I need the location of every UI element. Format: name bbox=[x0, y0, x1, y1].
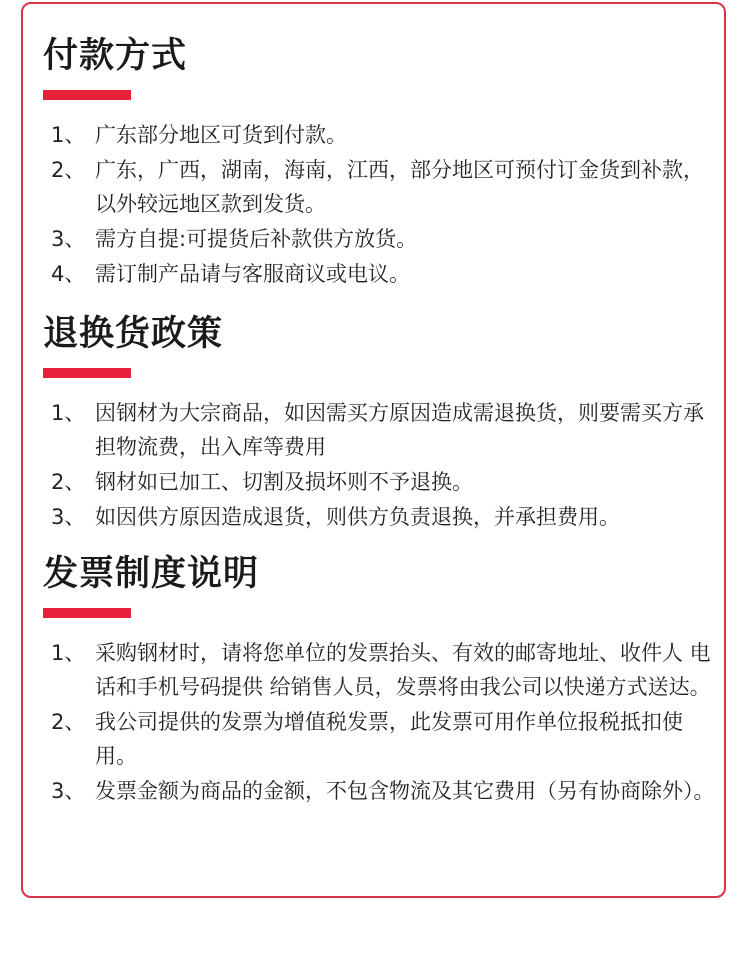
list-item bbox=[43, 500, 723, 534]
item-text: 钢材如已加工、切割及损坏则不予退换。 bbox=[95, 470, 473, 494]
payment-title-underline bbox=[43, 90, 131, 100]
payment-list bbox=[43, 118, 723, 291]
list-item bbox=[43, 153, 723, 221]
return-title-underline bbox=[43, 368, 131, 378]
item-text: 我公司提供的发票为增值税发票，此发票可用作单位报税抵扣使用。 bbox=[95, 710, 683, 768]
payment-section bbox=[43, 34, 723, 292]
list-item bbox=[43, 465, 723, 499]
list-item bbox=[43, 705, 723, 773]
item-text: 广东，广西，湖南，海南，江西，部分地区可预付订金货到补款，以外较远地区款到发货。 bbox=[95, 158, 704, 216]
invoice-title-underline bbox=[43, 608, 131, 618]
list-item bbox=[43, 222, 723, 256]
return-list bbox=[43, 396, 723, 534]
invoice-list bbox=[43, 636, 723, 808]
item-number: 3、 bbox=[51, 227, 86, 251]
item-number: 3、 bbox=[51, 505, 86, 529]
item-text: 广东部分地区可货到付款。 bbox=[95, 123, 347, 147]
invoice-section bbox=[43, 552, 723, 809]
return-section bbox=[43, 312, 723, 535]
return-title: 退换货政策 bbox=[43, 314, 224, 354]
item-number: 1、 bbox=[51, 641, 86, 665]
list-item bbox=[43, 118, 723, 152]
item-number: 4、 bbox=[51, 262, 86, 286]
list-item bbox=[43, 636, 723, 704]
item-number: 2、 bbox=[51, 470, 86, 494]
item-text: 需订制产品请与客服商议或电议。 bbox=[95, 262, 410, 286]
list-item bbox=[43, 257, 723, 291]
item-number: 1、 bbox=[51, 401, 86, 425]
list-item bbox=[43, 396, 723, 464]
policy-card bbox=[21, 2, 726, 898]
item-text: 如因供方原因造成退货，则供方负责退换，并承担费用。 bbox=[95, 505, 620, 529]
item-text: 需方自提:可提货后补款供方放货。 bbox=[95, 227, 418, 251]
item-text: 采购钢材时，请将您单位的发票抬头、有效的邮寄地址、收件人 电话和手机号码提供 给销售人员，发票将由我公司以快递方式送达。 bbox=[95, 641, 711, 699]
item-number: 2、 bbox=[51, 710, 86, 734]
invoice-title: 发票制度说明 bbox=[43, 554, 260, 594]
list-item bbox=[43, 774, 723, 808]
payment-title: 付款方式 bbox=[43, 36, 188, 76]
item-text: 因钢材为大宗商品，如因需买方原因造成需退换货，则要需买方承担物流费，出入库等费用 bbox=[95, 401, 704, 459]
item-number: 3、 bbox=[51, 779, 86, 803]
item-text: 发票金额为商品的金额，不包含物流及其它费用（另有协商除外）。 bbox=[95, 779, 715, 803]
item-number: 2、 bbox=[51, 158, 86, 182]
item-number: 1、 bbox=[51, 123, 86, 147]
